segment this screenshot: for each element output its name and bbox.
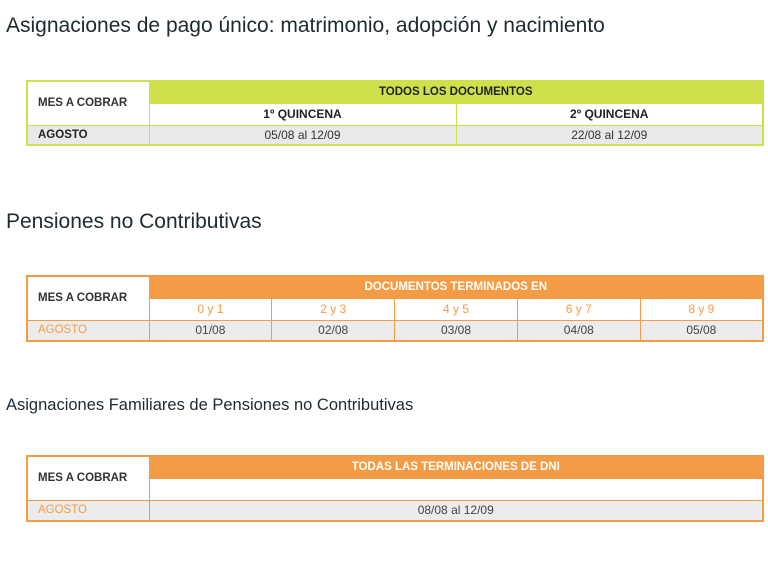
table-cell: 01/08 <box>149 320 272 341</box>
asignaciones-familiares-table <box>26 455 764 522</box>
table-row <box>27 500 763 521</box>
empty-subheader <box>149 478 763 500</box>
todos-documentos-header: TODOS LOS DOCUMENTOS <box>149 81 763 103</box>
table-cell: 08/08 al 12/09 <box>149 500 763 521</box>
table-row <box>27 125 763 145</box>
table-cell: 02/08 <box>272 320 395 341</box>
documentos-terminados-header: DOCUMENTOS TERMINADOS EN <box>149 276 763 298</box>
row-label-agosto: AGOSTO <box>27 500 149 521</box>
table-cell: 04/08 <box>517 320 640 341</box>
mes-a-cobrar-header: MES A COBRAR <box>27 81 149 125</box>
table-cell: 03/08 <box>395 320 518 341</box>
section-title-asignaciones-familiares: Asignaciones Familiares de Pensiones no Contributivas <box>6 396 414 414</box>
table-cell: 05/08 al 12/09 <box>149 125 456 145</box>
row-label-agosto: AGOSTO <box>27 320 149 341</box>
todas-terminaciones-header: TODAS LAS TERMINACIONES DE DNI <box>149 456 763 478</box>
pago-unico-table <box>26 80 764 146</box>
terminacion-column-header: 0 y 1 <box>149 298 272 320</box>
segunda-quincena-header: 2º QUINCENA <box>456 103 763 125</box>
terminacion-column-header: 2 y 3 <box>272 298 395 320</box>
pensiones-table <box>26 275 764 342</box>
table-cell: 05/08 <box>640 320 763 341</box>
table-cell: 22/08 al 12/09 <box>456 125 763 145</box>
section-title-asignaciones-pago-unico: Asignaciones de pago único: matrimonio, adopción y nacimiento <box>6 14 605 37</box>
section-title-pensiones-no-contributivas: Pensiones no Contributivas <box>6 210 262 233</box>
terminacion-column-header: 8 y 9 <box>640 298 763 320</box>
mes-a-cobrar-header: MES A COBRAR <box>27 456 149 500</box>
terminacion-column-header: 4 y 5 <box>395 298 518 320</box>
row-label-agosto: AGOSTO <box>27 125 149 145</box>
table-row <box>27 320 763 341</box>
terminacion-column-header: 6 y 7 <box>517 298 640 320</box>
mes-a-cobrar-header: MES A COBRAR <box>27 276 149 320</box>
primera-quincena-header: 1º QUINCENA <box>149 103 456 125</box>
